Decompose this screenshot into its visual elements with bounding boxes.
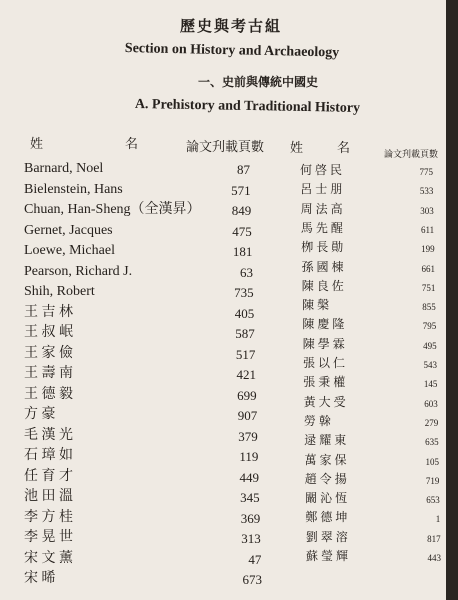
right-entry-page: 105: [425, 456, 439, 467]
right-entry-name: 陳良佐: [301, 278, 347, 293]
left-entry-name: 李 晃 世: [24, 530, 73, 545]
left-entry-name: 王 叔 岷: [24, 325, 73, 340]
header-left-pages: 論文刋載頁數: [186, 139, 265, 154]
left-entry-name: 宋 文 薰: [24, 550, 73, 566]
right-entry-name: 逯耀東: [304, 433, 350, 448]
left-entry-page: 699: [237, 387, 257, 403]
right-entry-name: 闞沁恆: [305, 491, 351, 506]
left-entry-page: 587: [235, 326, 255, 341]
right-entry-name: 張秉權: [303, 375, 349, 390]
left-entry-name: 李 方 桂: [24, 509, 73, 525]
right-entry-page: 533: [419, 186, 434, 197]
right-entry-page: 145: [423, 379, 438, 390]
left-entry-page: 421: [236, 367, 256, 382]
right-entry-page: 1: [435, 514, 441, 525]
left-entry-name: 王 吉 林: [24, 304, 73, 320]
right-entry-page: 495: [423, 340, 437, 351]
right-entry-page: 795: [422, 321, 437, 332]
right-entry-page: 653: [426, 495, 440, 506]
left-entry-name: 池 田 溫: [24, 489, 73, 504]
right-entry-page: 543: [423, 360, 437, 370]
left-entry-page: 849: [231, 203, 252, 218]
right-entry-name: 周法高: [300, 201, 346, 216]
title-chinese: 歷史與考古組: [180, 19, 283, 35]
left-entry-page: 673: [242, 572, 262, 587]
left-entry-name: Barnard, Noel: [24, 161, 104, 176]
right-entry-name: 栁長勛: [301, 240, 347, 255]
right-entry-name: 陳學霖: [302, 336, 348, 351]
header-left-name: 名: [125, 136, 139, 151]
left-entry-name: Pearson, Richard J.: [24, 263, 133, 279]
left-entry-page: 47: [248, 551, 262, 567]
book-spine-shadow: [446, 0, 458, 600]
subtitle-chinese: 一、史前與傳統中國史: [198, 75, 319, 89]
right-entry-name: 蘇瑩輝: [306, 549, 352, 563]
right-entry-name: 陳槃: [302, 298, 333, 313]
right-entry-name: 趙令揚: [304, 471, 350, 486]
header-right-surname: 姓: [290, 140, 304, 155]
right-entry-page: 751: [421, 282, 436, 293]
right-entry-page: 279: [424, 417, 439, 428]
right-entry-name: 孫國棟: [301, 259, 347, 274]
left-entry-page: 119: [239, 449, 259, 464]
right-entry-name: 鄭德坤: [305, 510, 351, 525]
right-entry-name: 馬先醒: [300, 220, 346, 235]
left-entry-page: 907: [237, 408, 258, 423]
left-entry-page: 475: [232, 223, 252, 239]
left-entry-name: 宋 晞: [24, 571, 56, 586]
right-entry-name: 黃大受: [303, 394, 349, 409]
right-entry-page: 443: [427, 553, 441, 563]
left-entry-page: 181: [232, 244, 253, 259]
left-entry-name: 王 德 毅: [24, 386, 73, 402]
left-entry-name: Gernet, Jacques: [24, 222, 113, 238]
header-right-pages: 論文刋載頁數: [384, 149, 439, 159]
left-entry-page: 405: [234, 305, 255, 321]
right-entry-name: 張以仁: [303, 356, 349, 370]
header-left-surname: 姓: [30, 136, 44, 151]
right-entry-name: 萬家保: [304, 452, 350, 467]
left-entry-name: Shih, Robert: [24, 284, 95, 299]
left-entry-page: 87: [237, 162, 250, 177]
right-entry-page: 817: [427, 533, 441, 544]
left-entry-page: 571: [231, 182, 251, 198]
left-entry-name: 方 豪: [24, 407, 56, 422]
right-entry-name: 勞榦: [303, 413, 334, 428]
right-entry-page: 635: [425, 437, 439, 448]
left-entry-name: 王 家 儉: [24, 345, 73, 361]
right-entry-page: 855: [422, 302, 436, 313]
left-entry-page: 313: [241, 531, 261, 546]
left-entry-page: 735: [234, 285, 254, 300]
right-entry-page: 199: [421, 244, 435, 255]
title-english: Section on History and Archaeology: [124, 41, 340, 61]
left-entry-name: Bielenstein, Hans: [24, 181, 123, 197]
left-entry-page: 63: [240, 264, 253, 280]
right-entry-name: 呂士朋: [300, 182, 346, 197]
left-entry-name: 石 璋 如: [24, 448, 73, 463]
left-entry-page: 379: [238, 428, 258, 444]
right-entry-name: 何啓民: [300, 163, 346, 177]
right-entry-page: 611: [421, 224, 435, 235]
left-entry-name: 王 壽 南: [24, 366, 73, 381]
right-entry-page: 719: [425, 475, 440, 486]
subtitle-english: A. Prehistory and Traditional History: [134, 97, 361, 116]
left-entry-name: 毛 漢 光: [24, 427, 73, 443]
right-entry-page: 303: [420, 205, 434, 216]
left-entry-name: 任 育 才: [24, 468, 73, 484]
right-entry-name: 劉翠溶: [305, 529, 351, 544]
right-entry-page: 603: [424, 398, 438, 409]
left-entry-page: 449: [239, 469, 259, 485]
left-entry-page: 369: [240, 510, 261, 526]
right-entry-page: 661: [421, 263, 435, 274]
right-entry-name: 陳慶隆: [302, 317, 348, 332]
left-entry-name: Loewe, Michael: [24, 243, 115, 258]
left-entry-name: Chuan, Han-Sheng（全漢昇）: [24, 202, 201, 217]
header-right-name: 名: [337, 140, 351, 155]
left-entry-page: 345: [240, 490, 260, 505]
right-entry-page: 775: [419, 167, 433, 177]
left-entry-page: 517: [235, 346, 256, 362]
